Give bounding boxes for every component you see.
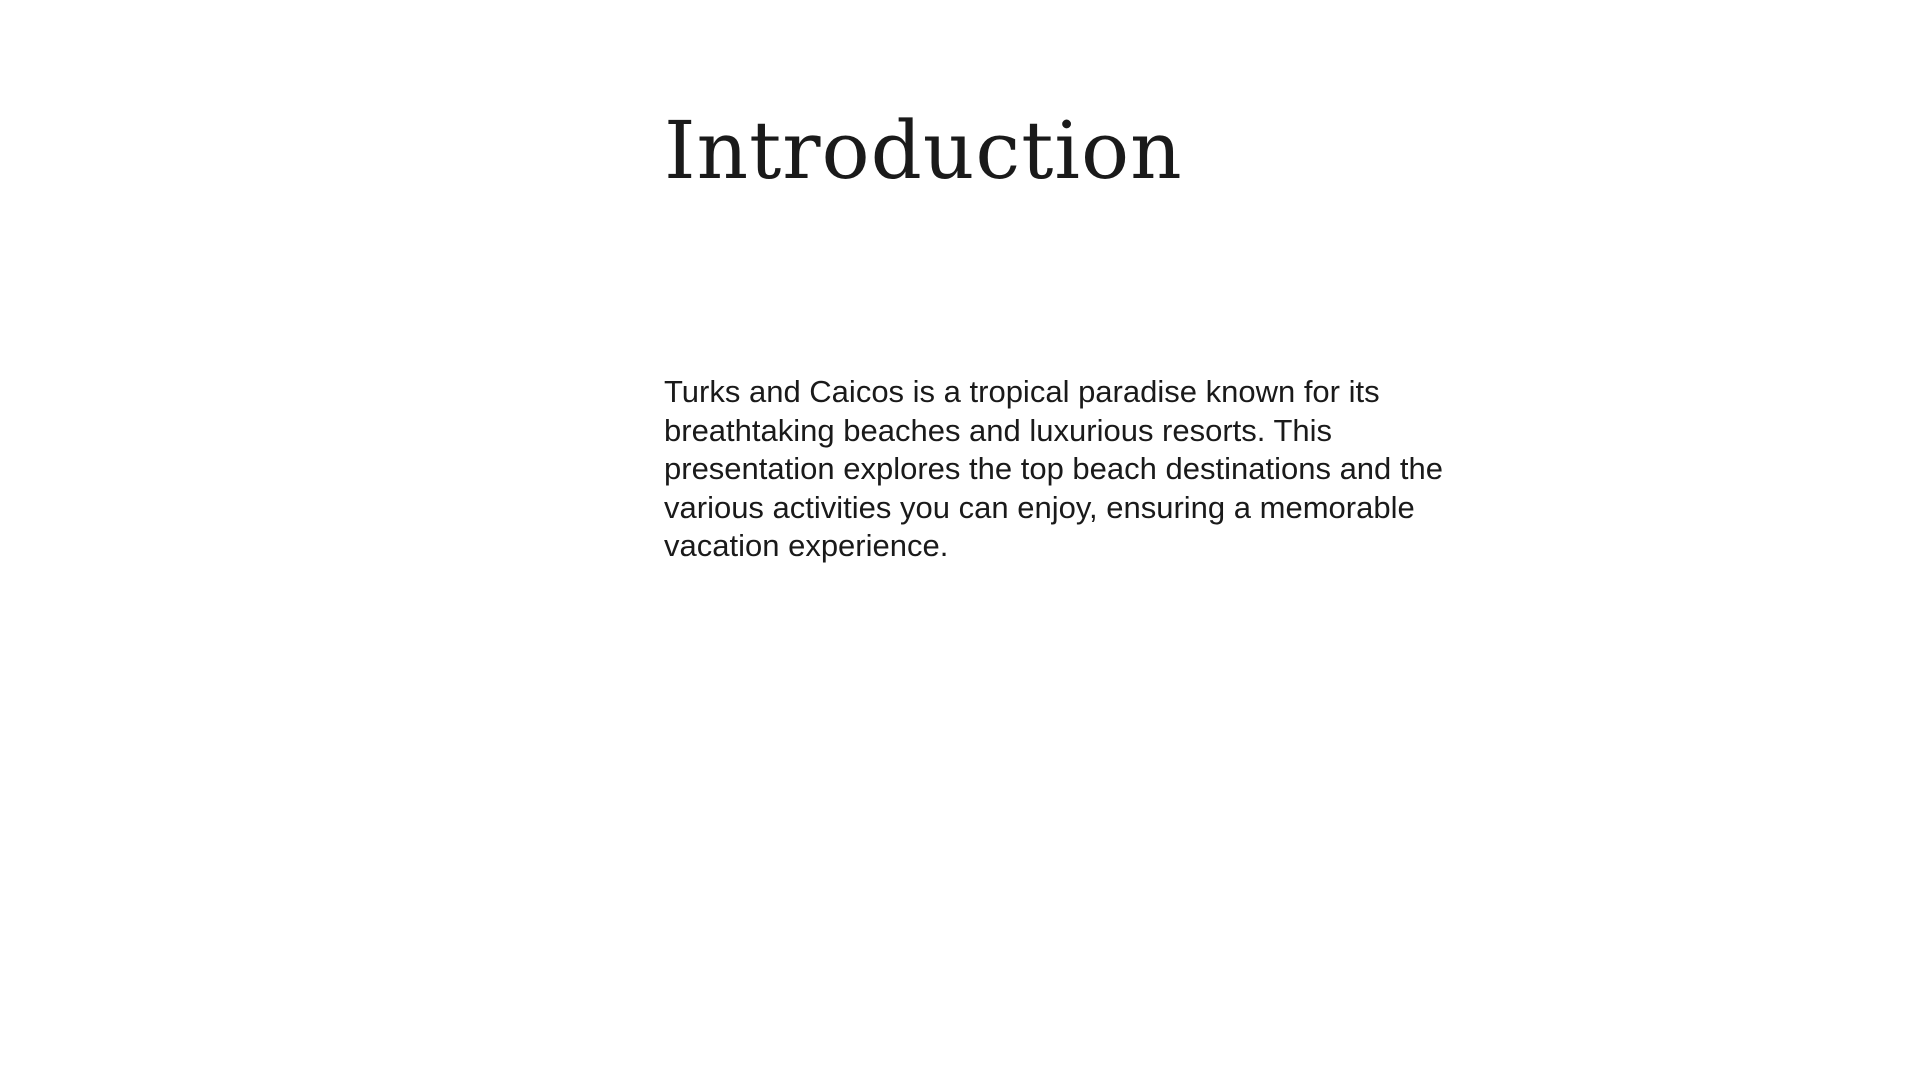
slide-body-text: Turks and Caicos is a tropical paradise known for its breathtaking beaches and luxurious resorts. This presentation explores the top beach destinations and the various activities you can enjoy, ensuring a memorable vacation experience. — [664, 374, 1443, 563]
slide-title: Introduction — [664, 104, 1183, 197]
